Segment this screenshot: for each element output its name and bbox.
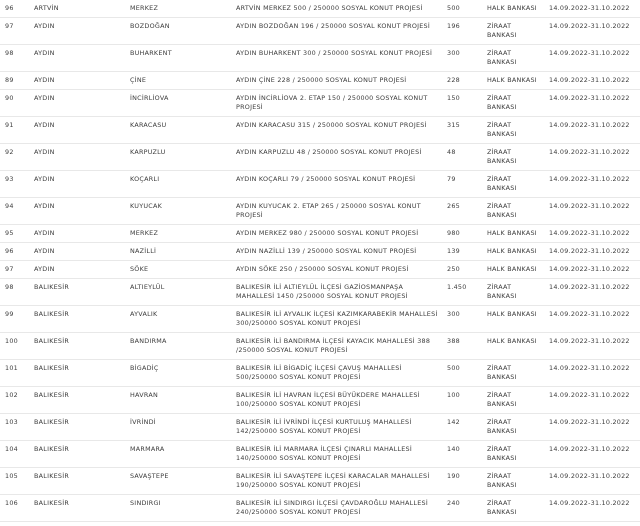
housing-count-cell: 300: [447, 49, 460, 57]
housing-count-cell: 228: [447, 76, 460, 84]
application-dates-cell: 14.09.2022-31.10.2022: [549, 229, 630, 237]
table-row: [0, 225, 640, 243]
city-cell: AYDIN: [34, 265, 55, 273]
project-name-cell: AYDIN KARACASU 315 / 250000 SOSYAL KONUT PROJESİ: [236, 121, 427, 129]
bank-cell: ZİRAAT BANKASI: [487, 121, 517, 138]
bank-cell: ZİRAAT BANKASI: [487, 94, 517, 111]
housing-count-cell: 140: [447, 445, 460, 453]
housing-count-cell: 150: [447, 94, 460, 102]
table-row: [0, 261, 640, 279]
application-dates-cell: 14.09.2022-31.10.2022: [549, 283, 630, 291]
district-cell: ALTIEYLÜL: [130, 283, 165, 291]
city-cell: AYDIN: [34, 247, 55, 255]
bank-cell: HALK BANKASI: [487, 265, 537, 273]
district-cell: KARACASU: [130, 121, 167, 129]
application-dates-cell: 14.09.2022-31.10.2022: [549, 94, 630, 102]
city-cell: AYDIN: [34, 22, 55, 30]
bank-cell: HALK BANKASI: [487, 247, 537, 255]
row-number: 96: [5, 4, 14, 12]
housing-count-cell: 79: [447, 175, 456, 183]
project-name-cell: AYDIN ÇİNE 228 / 250000 SOSYAL KONUT PROJESİ: [236, 76, 407, 84]
project-name-cell: ARTVİN MERKEZ 500 / 250000 SOSYAL KONUT PROJESİ: [236, 4, 423, 12]
city-cell: AYDIN: [34, 49, 55, 57]
district-cell: MERKEZ: [130, 229, 159, 237]
housing-count-cell: 48: [447, 148, 456, 156]
table-row: [0, 495, 640, 522]
bank-cell: ZİRAAT BANKASI: [487, 202, 517, 219]
bank-cell: ZİRAAT BANKASI: [487, 391, 517, 408]
project-name-cell: AYDIN NAZİLLİ 139 / 250000 SOSYAL KONUT PROJESİ: [236, 247, 417, 255]
row-number: 91: [5, 121, 14, 129]
bank-cell: ZİRAAT BANKASI: [487, 445, 517, 462]
application-dates-cell: 14.09.2022-31.10.2022: [549, 337, 630, 345]
table-row: [0, 18, 640, 45]
bank-cell: HALK BANKASI: [487, 337, 537, 345]
district-cell: MERKEZ: [130, 4, 159, 12]
table-row: [0, 279, 640, 306]
housing-count-cell: 196: [447, 22, 460, 30]
bank-cell: ZİRAAT BANKASI: [487, 418, 517, 435]
application-dates-cell: 14.09.2022-31.10.2022: [549, 265, 630, 273]
housing-count-cell: 142: [447, 418, 460, 426]
table-row: [0, 117, 640, 144]
row-number: 90: [5, 94, 14, 102]
city-cell: AYDIN: [34, 229, 55, 237]
city-cell: AYDIN: [34, 76, 55, 84]
table-row: [0, 243, 640, 261]
housing-count-cell: 500: [447, 364, 460, 372]
application-dates-cell: 14.09.2022-31.10.2022: [549, 391, 630, 399]
housing-count-cell: 315: [447, 121, 460, 129]
bank-cell: HALK BANKASI: [487, 229, 537, 237]
table-row: [0, 45, 640, 72]
district-cell: KARPUZLU: [130, 148, 166, 156]
row-number: 96: [5, 247, 14, 255]
city-cell: BALIKESİR: [34, 499, 70, 507]
district-cell: BİGADİÇ: [130, 364, 159, 372]
application-dates-cell: 14.09.2022-31.10.2022: [549, 472, 630, 480]
table-row: [0, 0, 640, 18]
row-number: 89: [5, 76, 14, 84]
bank-cell: ZİRAAT BANKASI: [487, 283, 517, 300]
project-name-cell: AYDIN SÖKE 250 / 250000 SOSYAL KONUT PROJESİ: [236, 265, 409, 273]
city-cell: BALIKESİR: [34, 364, 70, 372]
district-cell: BUHARKENT: [130, 49, 172, 57]
district-cell: İNCİRLİOVA: [130, 94, 169, 102]
row-number: 101: [5, 364, 18, 372]
housing-count-cell: 190: [447, 472, 460, 480]
city-cell: BALIKESİR: [34, 472, 70, 480]
application-dates-cell: 14.09.2022-31.10.2022: [549, 247, 630, 255]
project-name-cell: BALIKESİR İLİ BİGADİÇ İLÇESİ ÇAVUŞ MAHALLESİ 500/250000 SOSYAL KONUT PROJESİ: [236, 364, 402, 381]
row-number: 98: [5, 283, 14, 291]
housing-count-cell: 388: [447, 337, 460, 345]
city-cell: BALIKESİR: [34, 445, 70, 453]
housing-count-cell: 240: [447, 499, 460, 507]
bank-cell: ZİRAAT BANKASI: [487, 148, 517, 165]
housing-count-cell: 100: [447, 391, 460, 399]
project-name-cell: BALIKESİR İLİ SINDIRGI İLÇESİ ÇAVDAROĞLU MAHALLESİ 240/250000 SOSYAL KONUT PROJESİ: [236, 499, 428, 516]
bank-cell: ZİRAAT BANKASI: [487, 499, 517, 516]
district-cell: AYVALIK: [130, 310, 158, 318]
district-cell: SAVAŞTEPE: [130, 472, 169, 480]
table-row: [0, 441, 640, 468]
bank-cell: ZİRAAT BANKASI: [487, 364, 517, 381]
application-dates-cell: 14.09.2022-31.10.2022: [549, 76, 630, 84]
city-cell: BALIKESİR: [34, 418, 70, 426]
district-cell: MARMARA: [130, 445, 165, 453]
application-dates-cell: 14.09.2022-31.10.2022: [549, 499, 630, 507]
application-dates-cell: 14.09.2022-31.10.2022: [549, 49, 630, 57]
housing-count-cell: 500: [447, 4, 460, 12]
row-number: 93: [5, 175, 14, 183]
city-cell: AYDIN: [34, 202, 55, 210]
project-name-cell: BALIKESİR İLİ BANDIRMA İLÇESİ KAYACIK MAHALLESİ 388 /250000 SOSYAL KONUT PROJESİ: [236, 337, 431, 354]
application-dates-cell: 14.09.2022-31.10.2022: [549, 22, 630, 30]
project-name-cell: AYDIN MERKEZ 980 / 250000 SOSYAL KONUT PROJESİ: [236, 229, 419, 237]
row-number: 104: [5, 445, 18, 453]
project-name-cell: AYDIN İNCİRLİOVA 2. ETAP 150 / 250000 SOSYAL KONUT PROJESİ: [236, 94, 428, 111]
city-cell: BALIKESİR: [34, 391, 70, 399]
city-cell: AYDIN: [34, 121, 55, 129]
row-number: 98: [5, 49, 14, 57]
housing-count-cell: 139: [447, 247, 460, 255]
housing-count-cell: 1.450: [447, 283, 467, 291]
table-row: [0, 360, 640, 387]
city-cell: BALIKESİR: [34, 283, 70, 291]
application-dates-cell: 14.09.2022-31.10.2022: [549, 4, 630, 12]
district-cell: KOÇARLI: [130, 175, 160, 183]
row-number: 92: [5, 148, 14, 156]
district-cell: BANDIRMA: [130, 337, 167, 345]
row-number: 106: [5, 499, 18, 507]
table-row: [0, 171, 640, 198]
city-cell: AYDIN: [34, 148, 55, 156]
row-number: 105: [5, 472, 18, 480]
project-name-cell: BALIKESİR İLİ İVRİNDİ İLÇESİ KURTULUŞ MAHALLESİ 142/250000 SOSYAL KONUT PROJESİ: [236, 418, 412, 435]
housing-count-cell: 300: [447, 310, 460, 318]
project-name-cell: BALIKESİR İLİ ALTIEYLÜL İLÇESİ GAZİOSMANPAŞA MAHALLESİ 1450 /250000 SOSYAL KONUT PROJESİ: [236, 283, 408, 300]
district-cell: KUYUCAK: [130, 202, 163, 210]
city-cell: AYDIN: [34, 175, 55, 183]
row-number: 99: [5, 310, 14, 318]
project-name-cell: BALIKESİR İLİ HAVRAN İLÇESİ BÜYÜKDERE MAHALLESİ 100/250000 SOSYAL KONUT PROJESİ: [236, 391, 420, 408]
housing-count-cell: 265: [447, 202, 460, 210]
table-row: [0, 387, 640, 414]
table-row: [0, 414, 640, 441]
row-number: 95: [5, 229, 14, 237]
housing-count-cell: 250: [447, 265, 460, 273]
application-dates-cell: 14.09.2022-31.10.2022: [549, 445, 630, 453]
bank-cell: HALK BANKASI: [487, 4, 537, 12]
city-cell: ARTVİN: [34, 4, 59, 12]
table-row: [0, 198, 640, 225]
project-name-cell: BALIKESİR İLİ SAVAŞTEPE İLÇESİ KARACALAR MAHALLESİ 190/250000 SOSYAL KONUT PROJESİ: [236, 472, 430, 489]
project-name-cell: BALIKESİR İLİ MARMARA İLÇESİ ÇINARLI MAHALLESİ 140/250000 SOSYAL KONUT PROJESİ: [236, 445, 412, 462]
district-cell: ÇİNE: [130, 76, 147, 84]
application-dates-cell: 14.09.2022-31.10.2022: [549, 148, 630, 156]
district-cell: İVRİNDİ: [130, 418, 156, 426]
application-dates-cell: 14.09.2022-31.10.2022: [549, 364, 630, 372]
district-cell: NAZİLLİ: [130, 247, 157, 255]
city-cell: BALIKESİR: [34, 310, 70, 318]
table-row: [0, 144, 640, 171]
district-cell: SÖKE: [130, 265, 149, 273]
table-row: [0, 72, 640, 90]
bank-cell: ZİRAAT BANKASI: [487, 22, 517, 39]
project-name-cell: AYDIN KOÇARLI 79 / 250000 SOSYAL KONUT PROJESİ: [236, 175, 416, 183]
row-number: 100: [5, 337, 18, 345]
table-row: [0, 90, 640, 117]
row-number: 97: [5, 265, 14, 273]
project-name-cell: AYDIN KARPUZLU 48 / 250000 SOSYAL KONUT PROJESİ: [236, 148, 422, 156]
housing-count-cell: 980: [447, 229, 460, 237]
application-dates-cell: 14.09.2022-31.10.2022: [549, 202, 630, 210]
city-cell: AYDIN: [34, 94, 55, 102]
table-row: [0, 306, 640, 333]
district-cell: HAVRAN: [130, 391, 158, 399]
table-row: [0, 468, 640, 495]
row-number: 102: [5, 391, 18, 399]
project-name-cell: BALIKESİR İLİ AYVALIK İLÇESİ KAZIMKARABEKİR MAHALLESİ 300/250000 SOSYAL KONUT PROJESİ: [236, 310, 438, 327]
city-cell: BALIKESİR: [34, 337, 70, 345]
project-name-cell: AYDIN KUYUCAK 2. ETAP 265 / 250000 SOSYAL KONUT PROJESİ: [236, 202, 421, 219]
row-number: 103: [5, 418, 18, 426]
application-dates-cell: 14.09.2022-31.10.2022: [549, 310, 630, 318]
project-name-cell: AYDIN BUHARKENT 300 / 250000 SOSYAL KONUT PROJESİ: [236, 49, 433, 57]
bank-cell: HALK BANKASI: [487, 76, 537, 84]
bank-cell: ZİRAAT BANKASI: [487, 175, 517, 192]
application-dates-cell: 14.09.2022-31.10.2022: [549, 121, 630, 129]
project-name-cell: AYDIN BOZDOĞAN 196 / 250000 SOSYAL KONUT PROJESİ: [236, 22, 430, 30]
district-cell: SINDIRGI: [130, 499, 161, 507]
district-cell: BOZDOĞAN: [130, 22, 170, 30]
bank-cell: ZİRAAT BANKASI: [487, 472, 517, 489]
bank-cell: HALK BANKASI: [487, 310, 537, 318]
application-dates-cell: 14.09.2022-31.10.2022: [549, 418, 630, 426]
table-row: [0, 333, 640, 360]
bank-cell: ZİRAAT BANKASI: [487, 49, 517, 66]
application-dates-cell: 14.09.2022-31.10.2022: [549, 175, 630, 183]
row-number: 97: [5, 22, 14, 30]
row-number: 94: [5, 202, 14, 210]
